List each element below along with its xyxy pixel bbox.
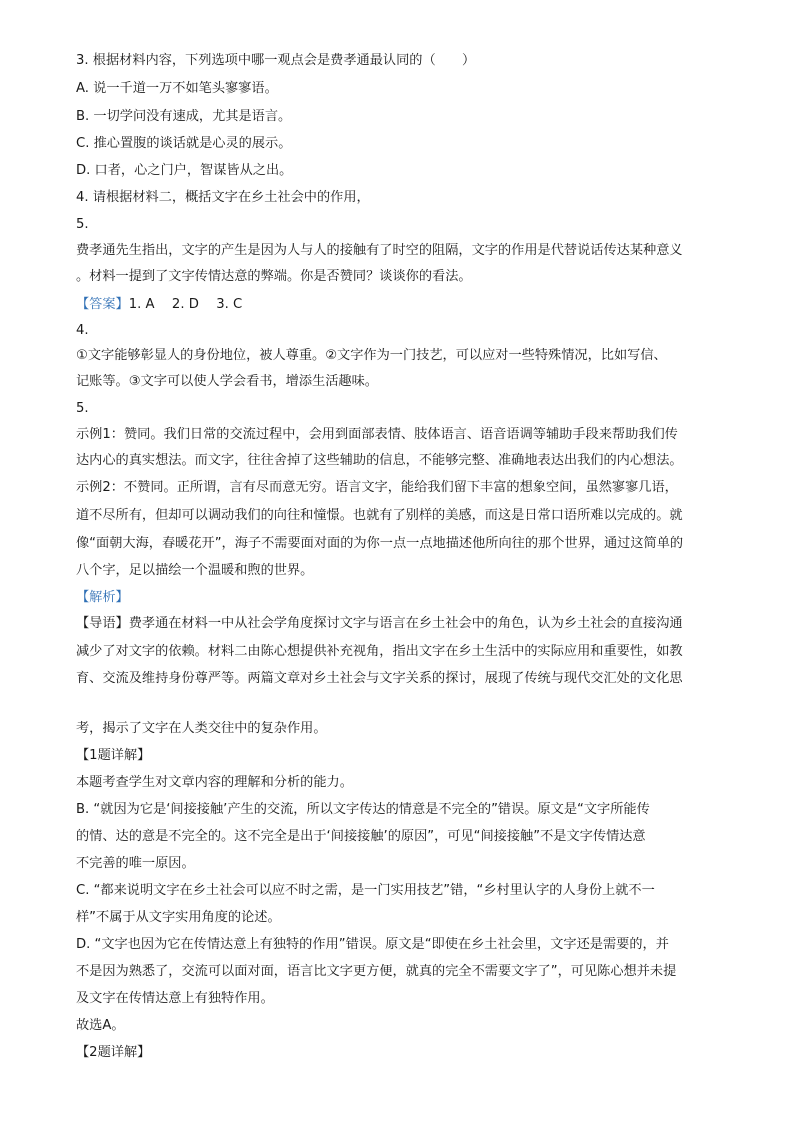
detail-1-d-line-2: 不是因为熟悉了，交流可以面对面，语言比文字更方便，就真的完全不需要文字了”，可见陈心想并未提	[76, 964, 677, 979]
detail-1-line-1: 本题考查学生对文章内容的理解和分析的能力。	[76, 775, 353, 790]
answer-4-number: 4.	[76, 323, 89, 338]
answer-5-line-6: 八个字，足以描绘一个温暖和煦的世界。	[76, 563, 314, 578]
detail-2-heading: 【2题详解】	[76, 1045, 151, 1060]
detail-1-c-line-2: 样”不属于从文字实用角度的论述。	[76, 910, 281, 925]
analysis-tag: 【解析】	[76, 590, 129, 605]
detail-1-d-line-1: D. “文字也因为它在传情达意上有独特的作用”错误。原文是“即使在乡土社会里，文字还是需要的，并	[76, 937, 669, 952]
intro-line-4: 考，揭示了文字在人类交往中的复杂作用。	[76, 721, 327, 736]
intro-line-2: 减少了对文字的依赖。材料二由陈心想提供补充视角，指出文字在乡土生活中的实际应用和重要性，如教	[76, 644, 683, 659]
detail-1-heading: 【1题详解】	[76, 748, 151, 763]
detail-1-d-line-3: 及文字在传情达意上有独特作用。	[76, 991, 274, 1006]
q3-option-a: A. 说一千道一万不如笔头寥寥语。	[76, 81, 278, 96]
answer-line	[76, 296, 726, 314]
intro-line-3: 育、交流及维持身份尊严等。两篇文章对乡土社会与文字关系的探讨，展现了传统与现代交汇处的文化思	[76, 671, 683, 686]
q5-text-line-2: 。材料一提到了文字传情达意的弊端。你是否赞同？谈谈你的看法。	[76, 269, 472, 284]
q5-number: 5.	[76, 217, 89, 232]
answer-choices: 1. A 2. D 3. C	[128, 297, 243, 312]
detail-1-b-line-1: B. “就因为它是‘间接接触’产生的交流，所以文字传达的情意是不完全的”错误。原文是“文字所能传	[76, 802, 650, 817]
answer-5-line-3: 示例2：不赞同。正所谓，言有尽而意无穷。语言文字，能给我们留下丰富的想象空间，虽然寥寥几语，	[76, 480, 678, 495]
detail-1-b-line-2: 的情、达的意是不完全的。这不完全是出于‘间接接触’的原因”，可见“间接接触”不是文字传情达意	[76, 829, 646, 844]
answer-5-line-5: 像“面朝大海，春暖花开”，海子不需要面对面的为你一点一点地描述他所向往的那个世界，通过这简单的	[76, 536, 684, 551]
intro-line-1: 【导语】费孝通在材料一中从社会学角度探讨文字与语言在乡土社会中的角色，认为乡土社会的直接沟通	[76, 616, 683, 631]
answer-5-line-4: 道不尽所有，但却可以调动我们的向往和憧憬。也就有了别样的美感，而这是日常口语所难以完成的。就	[76, 508, 683, 523]
detail-1-choice: 故选A。	[76, 1018, 125, 1033]
q4-stem: 4. 请根据材料二，概括文字在乡土社会中的作用，	[76, 190, 370, 205]
answer-5-line-1: 示例1：赞同。我们日常的交流过程中，会用到面部表情、肢体语言、语音语调等辅助手段来帮助我们传	[76, 427, 678, 442]
answer-4-line-2: 记账等。③文字可以使人学会看书，增添生活趣味。	[76, 374, 378, 389]
q3-option-d: D. 口者，心之门户，智谋皆从之出。	[76, 163, 293, 178]
answer-5-number: 5.	[76, 401, 89, 416]
q3-option-b: B. 一切学问没有速成，尤其是语言。	[76, 109, 292, 124]
answer-4-line-1: ①文字能够彰显人的身份地位，被人尊重。②文字作为一门技艺，可以应对一些特殊情况，比如写信、	[76, 348, 667, 363]
q3-option-c: C. 推心置腹的谈话就是心灵的展示。	[76, 136, 292, 151]
answer-5-line-2: 达内心的真实想法。而文字，往往舍掉了这些辅助的信息，不能够完整、准确地表达出我们的内心想法。	[76, 453, 683, 468]
q5-text-line-1: 费孝通先生指出，文字的产生是因为人与人的接触有了时空的阻隔，文字的作用是代替说话传达某种意义	[76, 243, 683, 258]
q3-stem: 3. 根据材料内容，下列选项中哪一观点会是费孝通最认同的（ ）	[76, 53, 476, 68]
detail-1-b-line-3: 不完善的唯一原因。	[76, 856, 195, 871]
answer-tag: 【答案】	[76, 297, 129, 312]
detail-1-c-line-1: C. “都来说明文字在乡土社会可以应不时之需，是一门实用技艺”错，“乡村里认字的人身份上就不一	[76, 883, 655, 898]
